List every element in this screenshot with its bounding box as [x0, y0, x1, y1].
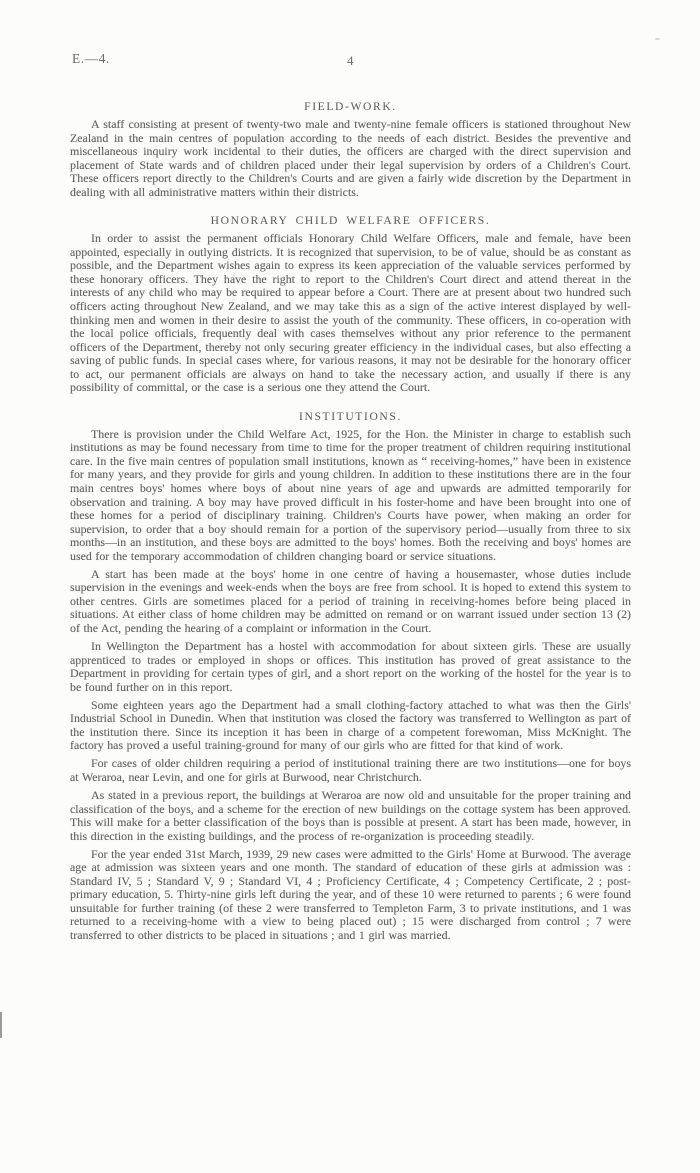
- text-column: [70, 0, 631, 947]
- left-margin-print-mark: [0, 1012, 2, 1038]
- paragraph-institutions-2: A start has been made at the boys' home in one centre of having a housemaster, whose duties include supervision in the evenings and week-ends when the boys are free from school. It is hoped to extend this system to other centres. Girls are sometimes placed for a period of training in receiving-homes before being placed in situations. At either class of home children may be admitted on remand or on warrant issued under section 13 (2) of the Act, pending the hearing of a complaint or information in the Court.: [70, 566, 631, 635]
- paragraph-institutions-5: For cases of older children requiring a period of institutional training there are two institutions—one for boys at Weraroa, near Levin, and one for girls at Burwood, near Christchurch.: [70, 756, 631, 784]
- paper-speck: [655, 38, 660, 40]
- page-header: [70, 51, 631, 67]
- paragraph-institutions-4: Some eighteen years ago the Department had a small clothing-factory attached to what was then the Girls' Industrial School in Dunedin. When that institution was closed the factory was transferred to Wellington as part of the institution there. Since its inception it has been in charge of a competent forewoman, Miss McKnight. The factory has proved a useful training-ground for many of our girls who are fitted for that kind of work.: [70, 697, 631, 753]
- section-heading-institutions: INSTITUTIONS.: [299, 409, 402, 423]
- report-id: E.—4.: [72, 51, 110, 66]
- page-number: 4: [347, 53, 354, 68]
- paragraph-institutions-6: As stated in a previous report, the buildings at Weraroa are now old and unsuitable for the proper training and classification of the boys, and a scheme for the erection of new buildings on the cottage system has been approved. This will make for a better classification of the boys than is possible at present. A start has been made, however, in this direction in the existing buildings, and the process of re-organization is proceeding steadily.: [70, 788, 631, 843]
- paragraph-institutions-1: There is provision under the Child Welfare Act, 1925, for the Hon. the Minister in charge to establish such institutions as may be found necessary from time to time for the proper treatment of children requiring institutional care. In the five main centres of population small institutions, known as “ receiving-homes,” have been in existence for many years, and they provide for girls and young children. In addition to these institutions there are in the four main centres boys' homes where boys of about nine years of age and upwards are admitted temporarily for observation and training. A boy may have proved difficult in his foster-home and have been brought into one of these homes for a period of disciplinary training. Children's Courts have power, when making an order for supervision, to order that a boy should remain for a portion of the supervisory period—usually from three to six months—in an institution, and these boys are admitted to the boys' homes. Both the receiving and boys' homes are used for the temporary accommodation of children changing board or service situations.: [70, 426, 631, 563]
- section-heading-field-work: FIELD-WORK.: [304, 100, 397, 113]
- paragraph-institutions-3: In Wellington the Department has a hostel with accommodation for about sixteen girls. These are usually apprenticed to trades or employed in shops or offices. This institution has proved of great assistance to the Department in providing for certain types of girl, and a short report on the working of the hostel for the year is to be found further on in this report.: [70, 639, 631, 694]
- paragraph-institutions-7: For the year ended 31st March, 1939, 29 new cases were admitted to the Girls' Home at Burwood. The average age at admission was sixteen years and one month. The standard of education of these girls at admission was : Standard IV, 5 ; Standard V, 9 ; Standard VI, 4 ; Proficiency Certificate, 4 ; Competency Certificate, 2 ; post-primary education, 5. Thirty-nine girls left during the year, and of these 10 were returned to parents ; 6 were found unsuitable for further training (of these 2 were transferred to Templeton Farm, 3 to private institutions, and 1 was returned to a receiving-home with a view to being placed out) ; 15 were discharged from control ; 7 were transferred to other districts to be placed in situations ; and 1 girl was married.: [70, 846, 631, 942]
- paragraph-field-work-1: A staff consisting at present of twenty-two male and twenty-nine female officers is stationed throughout New Zealand in the main centres of population according to the needs of each district. Besides the preventive and miscellaneous inquiry work incidental to their duties, the officers are charged with the direct supervision and placement of State wards and of children placed under their legal supervision by orders of a Children's Court. These officers report directly to the Children's Courts and are given a fairly wide discretion by the Department in dealing with all administrative matters within their districts.: [70, 117, 631, 199]
- paragraph-honorary-1: In order to assist the permanent officials Honorary Child Welfare Officers, male and female, have been appointed, especially in outlying districts. It is recognized that supervision, to be of value, should be as constant as possible, and the Department wishes again to express its keen appreciation of the valuable services performed by these honorary officers. They have the right to report to the Children's Court direct and attend thereat in the interests of any child who may be required to appear before a Court. There are at present about two hundred such officers acting throughout New Zealand, and we may take this as a sign of the active interest displayed by well-thinking men and women in their desire to assist the youth of the community. These officers, in co-operation with the local police officials, frequently deal with cases themselves without any prior reference to the permanent officers of the Department, thereby not only securing greater efficiency in the individual cases, but also effecting a saving of public funds. In special cases where, for various reasons, it may not be desirable for the honorary officer to act, our permanent officials are always on hand to take the necessary action, and usually if there is any possibility of committal, or the case is a serious one they attend the Court.: [70, 231, 631, 395]
- section-heading-honorary-officers: HONORARY CHILD WELFARE OFFICERS.: [210, 214, 491, 228]
